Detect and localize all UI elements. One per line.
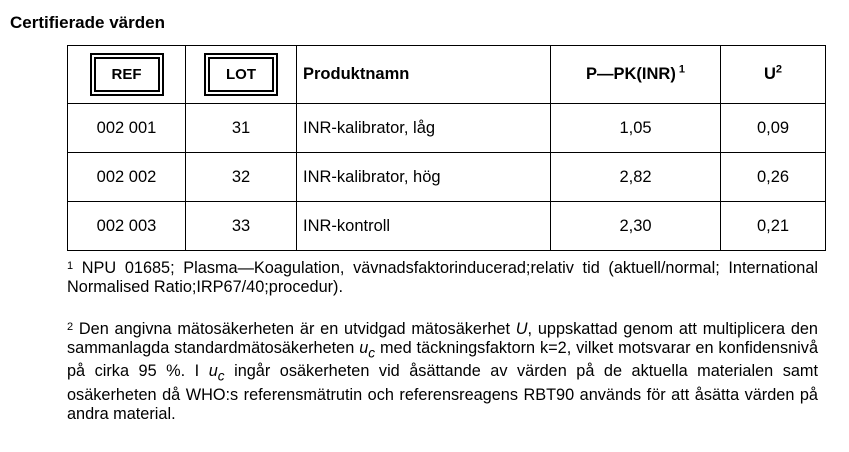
- certified-values-table: [67, 45, 826, 251]
- table-row: [68, 202, 826, 251]
- footnote-1-text: NPU 01685; Plasma—Koagulation, vävnadsfaktorinducerad;relativ tid (aktuell/normal; International Normalised Ratio;IRP67/40;procedur).: [67, 259, 818, 296]
- cell-u: 0,09: [721, 104, 826, 153]
- cell-u: 0,21: [721, 202, 826, 251]
- header-u-note: 2: [775, 63, 783, 76]
- cell-name: INR-kontroll: [297, 202, 551, 251]
- cell-ref: 002 003: [68, 202, 186, 251]
- cell-lot: 32: [186, 153, 297, 202]
- footnote-1: [67, 259, 818, 297]
- cell-ppk: 2,30: [551, 202, 721, 251]
- cell-ref: 002 001: [68, 104, 186, 153]
- header-ppk-note: 1: [678, 63, 686, 76]
- header-product-name: Produktnamn: [297, 46, 551, 104]
- table-header-row: [68, 46, 826, 104]
- footnote-2: $^2$ Den angivna mätosäkerheten är en utvidgad mätosäkerhet U, uppskattad genom att multiplicera den sammanlagda standardmätosäkerheten $u_c$ med täckningsfaktorn k=2, vilket motsvarar en konfidensnivå på cirka 95 %. I $u_c$ ingår osäkerheten vid åsättande av värden på de aktuella materialen samt osäkerheten då WHO:s referensmätrutin och referensreagens RBT90 används för att åsätta värden på andra material.: [67, 320, 818, 423]
- cell-lot: 33: [186, 202, 297, 251]
- header-lot: [186, 46, 297, 104]
- section-heading: Certifierade värden: [10, 13, 165, 32]
- cell-ppk: 2,82: [551, 153, 721, 202]
- cell-name: INR-kalibrator, hög: [297, 153, 551, 202]
- footnote-1-mark: 1: [67, 260, 74, 272]
- cell-name: INR-kalibrator, låg: [297, 104, 551, 153]
- lot-symbol-icon: LOT: [204, 53, 278, 96]
- footnote-2-mark: 2: [67, 321, 74, 333]
- table-row: [68, 104, 826, 153]
- table-row: [68, 153, 826, 202]
- header-ref: [68, 46, 186, 104]
- header-ppk: P—PK(INR) $^1$: [551, 46, 721, 104]
- ref-symbol-icon: REF: [90, 53, 164, 96]
- cell-u: 0,26: [721, 153, 826, 202]
- header-u: $U^2$: [721, 46, 826, 104]
- cell-ppk: 1,05: [551, 104, 721, 153]
- cell-ref: 002 002: [68, 153, 186, 202]
- cell-lot: 31: [186, 104, 297, 153]
